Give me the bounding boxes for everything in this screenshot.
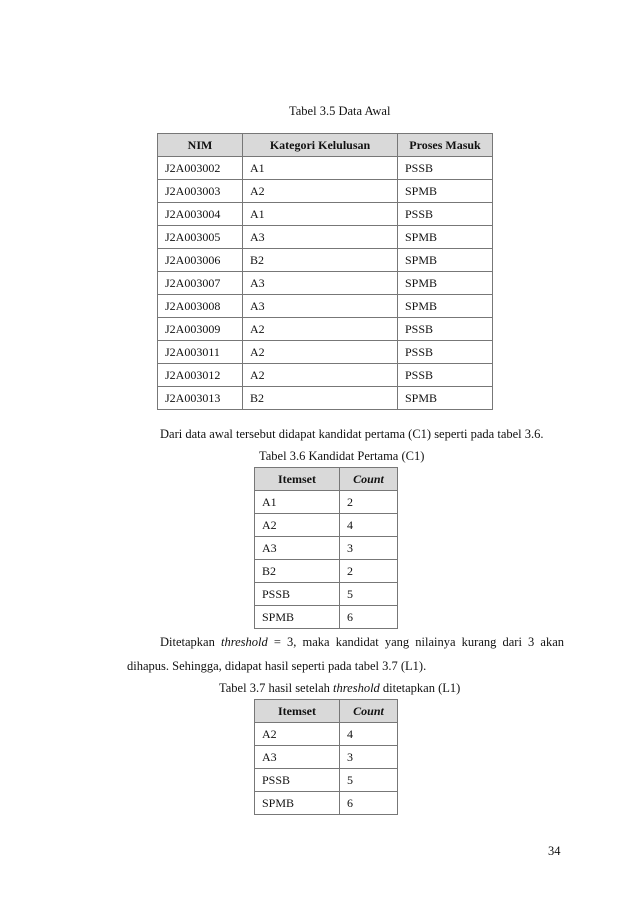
table-row: [158, 318, 493, 341]
table-row: [158, 387, 493, 410]
table-cell: PSSB: [255, 769, 340, 792]
table-row: [255, 537, 398, 560]
table-cell: 4: [340, 514, 398, 537]
table-cell: PSSB: [398, 157, 493, 180]
table-cell: PSSB: [398, 203, 493, 226]
table-cell: A2: [243, 180, 398, 203]
table-3-6-body: [255, 491, 398, 629]
header-nim: NIM: [158, 134, 243, 157]
table-cell: PSSB: [398, 364, 493, 387]
header-proses-masuk: Proses Masuk: [398, 134, 493, 157]
table-3-7: [254, 699, 398, 815]
table-cell: J2A003013: [158, 387, 243, 410]
table-cell: J2A003009: [158, 318, 243, 341]
table-row: [255, 606, 398, 629]
header-itemset: Itemset: [255, 700, 340, 723]
table-cell: J2A003007: [158, 272, 243, 295]
table-cell: 4: [340, 723, 398, 746]
table-cell: A3: [243, 272, 398, 295]
table-cell: J2A003006: [158, 249, 243, 272]
table-row: [255, 491, 398, 514]
table-cell: J2A003008: [158, 295, 243, 318]
table-cell: 2: [340, 560, 398, 583]
table-row: [255, 769, 398, 792]
table-cell: J2A003005: [158, 226, 243, 249]
table-header-row: [158, 134, 493, 157]
table-cell: A2: [255, 514, 340, 537]
table-cell: A3: [255, 746, 340, 769]
table-cell: PSSB: [255, 583, 340, 606]
table-cell: SPMB: [255, 606, 340, 629]
table-row: [158, 180, 493, 203]
table-cell: A2: [243, 318, 398, 341]
table-cell: A1: [255, 491, 340, 514]
table-row: [158, 203, 493, 226]
table-cell: J2A003011: [158, 341, 243, 364]
table-cell: A1: [243, 157, 398, 180]
table-cell: J2A003004: [158, 203, 243, 226]
paragraph-threshold-line-1: Ditetapkan threshold = 3, maka kandidat yang nilainya kurang dari 3 akan: [160, 635, 565, 649]
table-cell: SPMB: [398, 226, 493, 249]
table-3-5-body: [158, 157, 493, 410]
table-cell: J2A003003: [158, 180, 243, 203]
table-cell: A3: [243, 226, 398, 249]
table-row: [255, 792, 398, 815]
table-cell: SPMB: [398, 249, 493, 272]
table-cell: B2: [255, 560, 340, 583]
header-count: Count: [340, 700, 398, 723]
table-cell: 6: [340, 606, 398, 629]
table-row: [255, 583, 398, 606]
table-cell: 6: [340, 792, 398, 815]
table-3-7-caption: Tabel 3.7 hasil setelah threshold ditetapkan (L1): [219, 681, 461, 695]
table-cell: 5: [340, 583, 398, 606]
table-cell: 3: [340, 746, 398, 769]
table-row: [158, 364, 493, 387]
table-row: [158, 341, 493, 364]
table-row: [255, 746, 398, 769]
table-cell: PSSB: [398, 341, 493, 364]
paragraph-intro-c1: Dari data awal tersebut didapat kandidat pertama (C1) seperti pada tabel 3.6.: [160, 427, 544, 441]
table-row: [158, 226, 493, 249]
table-cell: A3: [255, 537, 340, 560]
table-cell: A3: [243, 295, 398, 318]
table-3-6-caption: Tabel 3.6 Kandidat Pertama (C1): [259, 449, 425, 463]
table-cell: A2: [243, 364, 398, 387]
table-3-7-body: [255, 723, 398, 815]
table-cell: J2A003012: [158, 364, 243, 387]
table-row: [158, 272, 493, 295]
table-cell: SPMB: [398, 295, 493, 318]
table-3-6: [254, 467, 398, 629]
table-header-row: [255, 468, 398, 491]
table-3-5-caption: Tabel 3.5 Data Awal: [289, 104, 391, 118]
table-cell: J2A003002: [158, 157, 243, 180]
paragraph-threshold-line-2: dihapus. Sehingga, didapat hasil seperti pada tabel 3.7 (L1).: [127, 659, 427, 673]
table-cell: 2: [340, 491, 398, 514]
table-3-5: [157, 133, 493, 410]
table-cell: A1: [243, 203, 398, 226]
header-count: Count: [340, 468, 398, 491]
table-cell: B2: [243, 387, 398, 410]
table-cell: SPMB: [398, 180, 493, 203]
page-number: 34: [548, 844, 561, 858]
table-cell: SPMB: [398, 272, 493, 295]
table-cell: 5: [340, 769, 398, 792]
table-cell: PSSB: [398, 318, 493, 341]
table-cell: SPMB: [398, 387, 493, 410]
table-cell: A2: [243, 341, 398, 364]
table-row: [158, 295, 493, 318]
table-cell: B2: [243, 249, 398, 272]
table-cell: 3: [340, 537, 398, 560]
table-row: [158, 157, 493, 180]
header-kategori-kelulusan: Kategori Kelulusan: [243, 134, 398, 157]
table-cell: A2: [255, 723, 340, 746]
table-row: [158, 249, 493, 272]
table-cell: SPMB: [255, 792, 340, 815]
table-row: [255, 723, 398, 746]
table-row: [255, 514, 398, 537]
table-row: [255, 560, 398, 583]
header-itemset: Itemset: [255, 468, 340, 491]
table-header-row: [255, 700, 398, 723]
